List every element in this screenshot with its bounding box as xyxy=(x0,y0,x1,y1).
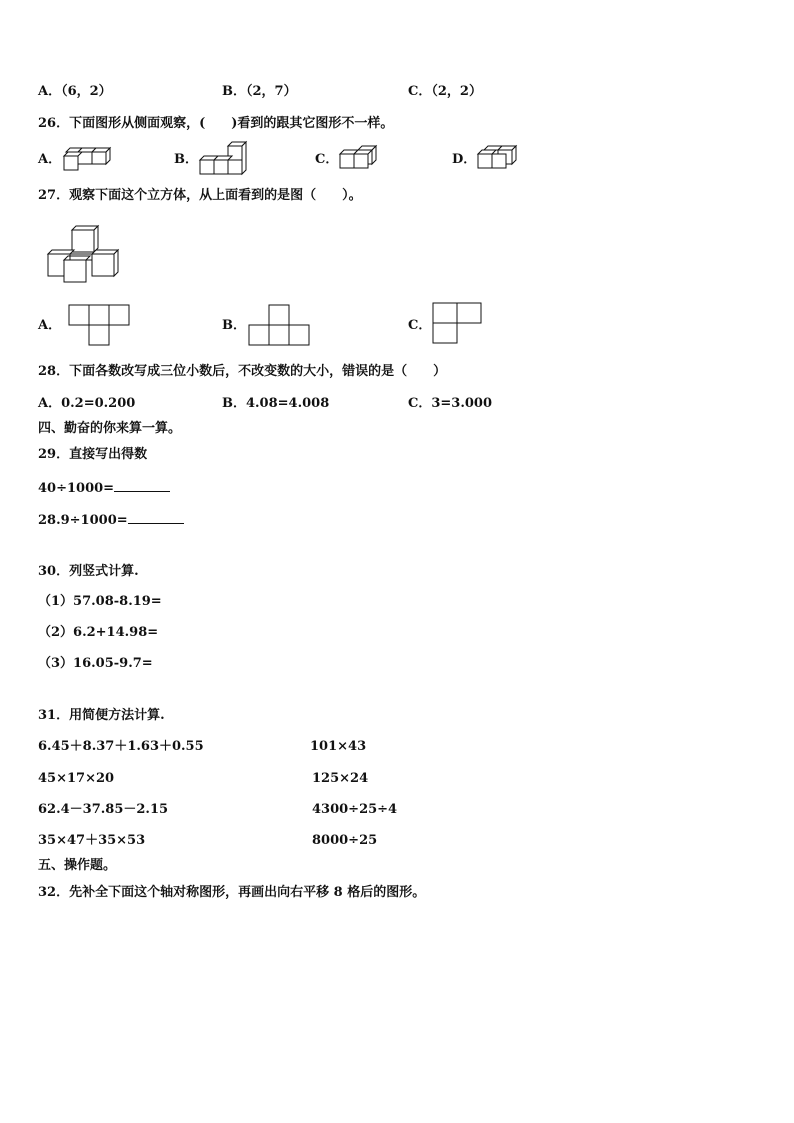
q31-left-1: 6.45＋8.37＋1.63＋0.55 xyxy=(38,739,204,754)
q30-item-3: （3）16.05-9.7= xyxy=(38,656,153,671)
q26-label-b: B． xyxy=(174,152,198,167)
q26-figure-a xyxy=(60,144,112,172)
q27-label-c: C． xyxy=(408,318,432,333)
section-5-heading: 五、操作题。 xyxy=(38,858,117,873)
q26-label-d: D． xyxy=(452,152,477,167)
q27-cube-figure xyxy=(44,224,124,286)
answer-blank[interactable] xyxy=(114,479,170,492)
q30-item-2: （2）6.2+14.98= xyxy=(38,625,159,640)
q31-right-3: 4300÷25÷4 xyxy=(312,802,398,817)
q28-option-a: A．0.2=0.200 xyxy=(38,396,136,411)
q31-left-2: 45×17×20 xyxy=(38,771,115,786)
q31-left-4: 35×47＋35×53 xyxy=(38,833,146,848)
q31-stem: 31．用简便方法计算. xyxy=(38,708,165,723)
q29-line-2 xyxy=(38,511,184,529)
q29-line-1 xyxy=(38,479,170,497)
q25-option-c: C．（2，2） xyxy=(408,84,482,99)
q31-left-3: 62.4－37.85－2.15 xyxy=(38,802,169,817)
q28-option-b: B．4.08=4.008 xyxy=(222,396,330,411)
q29-expr-2: 28.9÷1000= xyxy=(38,513,128,528)
q27-stem: 27．观察下面这个立方体，从上面看到的是图（ ）。 xyxy=(38,188,362,203)
q26-figure-c xyxy=(338,144,382,172)
q26-stem: 26．下面图形从侧面观察，( )看到的跟其它图形不一样。 xyxy=(38,116,394,131)
q25-option-b: B．（2，7） xyxy=(222,84,297,99)
q27-label-b: B． xyxy=(222,318,246,333)
q29-stem: 29．直接写出得数 xyxy=(38,447,148,462)
q32-stem: 32．先补全下面这个轴对称图形，再画出向右平移 8 格后的图形。 xyxy=(38,885,426,900)
q27-option-a-figure xyxy=(68,304,132,346)
q26-label-a: A． xyxy=(38,152,62,167)
q31-right-4: 8000÷25 xyxy=(312,833,378,848)
q26-figure-d xyxy=(476,144,520,172)
q31-right-2: 125×24 xyxy=(312,771,369,786)
q29-expr-1: 40÷1000= xyxy=(38,481,115,496)
q28-stem: 28．下面各数改写成三位小数后，不改变数的大小，错误的是（ ） xyxy=(38,364,447,379)
q30-item-1: （1）57.08-8.19= xyxy=(38,594,162,609)
q31-right-1: 101×43 xyxy=(310,739,367,754)
q27-option-b-figure xyxy=(248,304,312,346)
q27-option-c-figure xyxy=(432,302,484,346)
q26-label-c: C． xyxy=(315,152,339,167)
q27-label-a: A． xyxy=(38,318,62,333)
q25-option-a: A．（6，2） xyxy=(38,84,112,99)
q30-stem: 30．列竖式计算. xyxy=(38,564,139,579)
section-4-heading: 四、勤奋的你来算一算。 xyxy=(38,421,182,436)
q28-option-c: C．3=3.000 xyxy=(408,396,492,411)
answer-blank[interactable] xyxy=(128,511,184,524)
q26-figure-b xyxy=(200,140,250,176)
